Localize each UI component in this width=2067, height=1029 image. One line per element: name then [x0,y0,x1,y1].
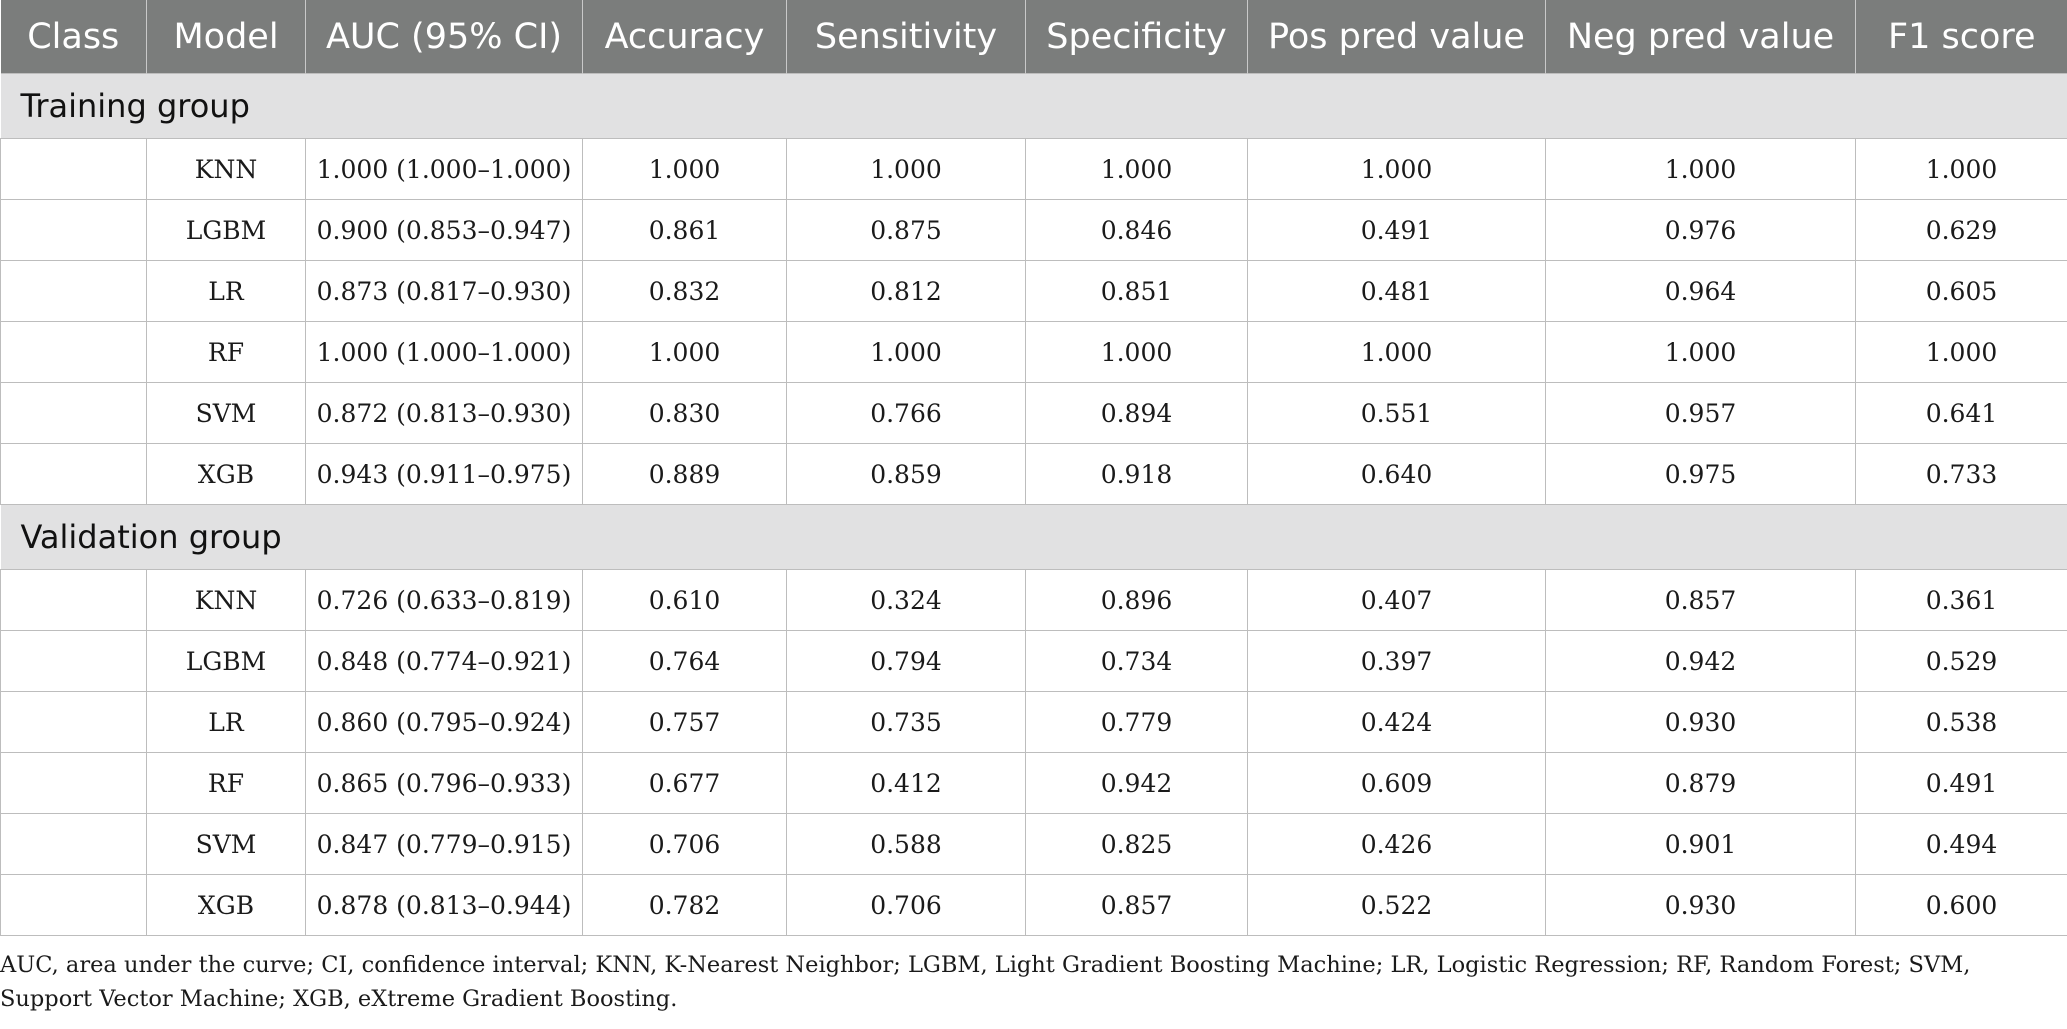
cell-sensitivity: 0.412 [787,753,1026,814]
cell-specificity: 1.000 [1026,139,1248,200]
group-label: Validation group [1,505,2067,570]
cell-auc: 0.900 (0.853–0.947) [306,200,583,261]
cell-class [1,875,147,936]
cell-specificity: 0.857 [1026,875,1248,936]
cell-auc: 0.943 (0.911–0.975) [306,444,583,505]
cell-f1-score: 1.000 [1856,139,2067,200]
cell-class [1,322,147,383]
header-specificity: Specificity [1026,0,1248,74]
cell-neg-pred-value: 0.879 [1546,753,1856,814]
cell-pos-pred-value: 0.397 [1248,631,1546,692]
cell-pos-pred-value: 1.000 [1248,322,1546,383]
cell-model: XGB [147,875,306,936]
header-accuracy: Accuracy [583,0,787,74]
cell-neg-pred-value: 0.942 [1546,631,1856,692]
cell-auc: 0.848 (0.774–0.921) [306,631,583,692]
cell-f1-score: 0.494 [1856,814,2067,875]
cell-sensitivity: 0.766 [787,383,1026,444]
cell-class [1,631,147,692]
cell-auc: 0.878 (0.813–0.944) [306,875,583,936]
cell-sensitivity: 0.859 [787,444,1026,505]
cell-sensitivity: 0.812 [787,261,1026,322]
cell-accuracy: 0.830 [583,383,787,444]
cell-model: KNN [147,570,306,631]
table-row [1,814,2067,875]
cell-f1-score: 0.600 [1856,875,2067,936]
cell-model: RF [147,753,306,814]
cell-accuracy: 0.782 [583,875,787,936]
cell-f1-score: 0.629 [1856,200,2067,261]
table-row [1,692,2067,753]
cell-specificity: 0.734 [1026,631,1248,692]
cell-pos-pred-value: 0.424 [1248,692,1546,753]
cell-neg-pred-value: 0.957 [1546,383,1856,444]
cell-accuracy: 0.610 [583,570,787,631]
cell-class [1,753,147,814]
header-sensitivity: Sensitivity [787,0,1026,74]
cell-f1-score: 0.529 [1856,631,2067,692]
group-label: Training group [1,74,2067,139]
cell-accuracy: 0.832 [583,261,787,322]
cell-specificity: 0.896 [1026,570,1248,631]
cell-specificity: 0.942 [1026,753,1248,814]
cell-accuracy: 0.757 [583,692,787,753]
cell-neg-pred-value: 0.930 [1546,692,1856,753]
cell-neg-pred-value: 0.930 [1546,875,1856,936]
cell-pos-pred-value: 0.491 [1248,200,1546,261]
table-row [1,322,2067,383]
cell-pos-pred-value: 0.522 [1248,875,1546,936]
header-auc: AUC (95% CI) [306,0,583,74]
cell-neg-pred-value: 1.000 [1546,322,1856,383]
cell-neg-pred-value: 0.975 [1546,444,1856,505]
cell-sensitivity: 0.706 [787,875,1026,936]
cell-specificity: 0.918 [1026,444,1248,505]
cell-neg-pred-value: 0.976 [1546,200,1856,261]
cell-sensitivity: 0.735 [787,692,1026,753]
cell-class [1,261,147,322]
cell-class [1,570,147,631]
header-pos-pred-value: Pos pred value [1248,0,1546,74]
cell-pos-pred-value: 0.407 [1248,570,1546,631]
cell-pos-pred-value: 0.481 [1248,261,1546,322]
cell-model: SVM [147,383,306,444]
cell-auc: 0.847 (0.779–0.915) [306,814,583,875]
cell-neg-pred-value: 0.901 [1546,814,1856,875]
cell-model: LR [147,692,306,753]
cell-auc: 0.872 (0.813–0.930) [306,383,583,444]
table-row [1,631,2067,692]
cell-class [1,444,147,505]
cell-pos-pred-value: 0.551 [1248,383,1546,444]
cell-auc: 0.726 (0.633–0.819) [306,570,583,631]
cell-accuracy: 1.000 [583,139,787,200]
cell-specificity: 0.851 [1026,261,1248,322]
cell-sensitivity: 1.000 [787,322,1026,383]
cell-accuracy: 0.677 [583,753,787,814]
cell-auc: 1.000 (1.000–1.000) [306,322,583,383]
cell-f1-score: 0.361 [1856,570,2067,631]
table-row [1,753,2067,814]
table-row [1,139,2067,200]
cell-model: SVM [147,814,306,875]
cell-auc: 0.865 (0.796–0.933) [306,753,583,814]
cell-auc: 1.000 (1.000–1.000) [306,139,583,200]
cell-accuracy: 0.706 [583,814,787,875]
group-row [1,74,2067,139]
cell-accuracy: 1.000 [583,322,787,383]
cell-model: RF [147,322,306,383]
cell-class [1,692,147,753]
cell-class [1,814,147,875]
group-row [1,505,2067,570]
cell-accuracy: 0.861 [583,200,787,261]
table-row [1,200,2067,261]
cell-neg-pred-value: 0.964 [1546,261,1856,322]
table-row [1,570,2067,631]
cell-f1-score: 0.605 [1856,261,2067,322]
cell-model: XGB [147,444,306,505]
header-f1-score: F1 score [1856,0,2067,74]
cell-pos-pred-value: 0.609 [1248,753,1546,814]
cell-auc: 0.860 (0.795–0.924) [306,692,583,753]
cell-neg-pred-value: 1.000 [1546,139,1856,200]
cell-auc: 0.873 (0.817–0.930) [306,261,583,322]
cell-pos-pred-value: 0.640 [1248,444,1546,505]
cell-f1-score: 0.538 [1856,692,2067,753]
cell-sensitivity: 0.875 [787,200,1026,261]
cell-sensitivity: 0.324 [787,570,1026,631]
cell-specificity: 0.779 [1026,692,1248,753]
header-class: Class [1,0,147,74]
cell-specificity: 0.846 [1026,200,1248,261]
cell-specificity: 0.894 [1026,383,1248,444]
header-row [1,0,2067,74]
cell-model: KNN [147,139,306,200]
cell-specificity: 1.000 [1026,322,1248,383]
cell-model: LR [147,261,306,322]
table-row [1,383,2067,444]
cell-neg-pred-value: 0.857 [1546,570,1856,631]
cell-class [1,200,147,261]
table-footnote: AUC, area under the curve; CI, confidence interval; KNN, K-Nearest Neighbor; LGBM, Light Gradient Boosting Machine; LR, Logistic Regression; RF, Random Forest; SVM, Support Vector Machine; XGB, eXtreme Gradient Boosting. [0,952,1971,1012]
cell-accuracy: 0.889 [583,444,787,505]
table-row [1,261,2067,322]
cell-f1-score: 0.733 [1856,444,2067,505]
cell-f1-score: 1.000 [1856,322,2067,383]
header-neg-pred-value: Neg pred value [1546,0,1856,74]
cell-pos-pred-value: 0.426 [1248,814,1546,875]
cell-class [1,139,147,200]
cell-f1-score: 0.491 [1856,753,2067,814]
cell-model: LGBM [147,631,306,692]
cell-sensitivity: 0.588 [787,814,1026,875]
cell-pos-pred-value: 1.000 [1248,139,1546,200]
table-row [1,875,2067,936]
header-model: Model [147,0,306,74]
cell-sensitivity: 0.794 [787,631,1026,692]
cell-f1-score: 0.641 [1856,383,2067,444]
cell-model: LGBM [147,200,306,261]
table-row [1,444,2067,505]
cell-accuracy: 0.764 [583,631,787,692]
cell-class [1,383,147,444]
cell-specificity: 0.825 [1026,814,1248,875]
cell-sensitivity: 1.000 [787,139,1026,200]
